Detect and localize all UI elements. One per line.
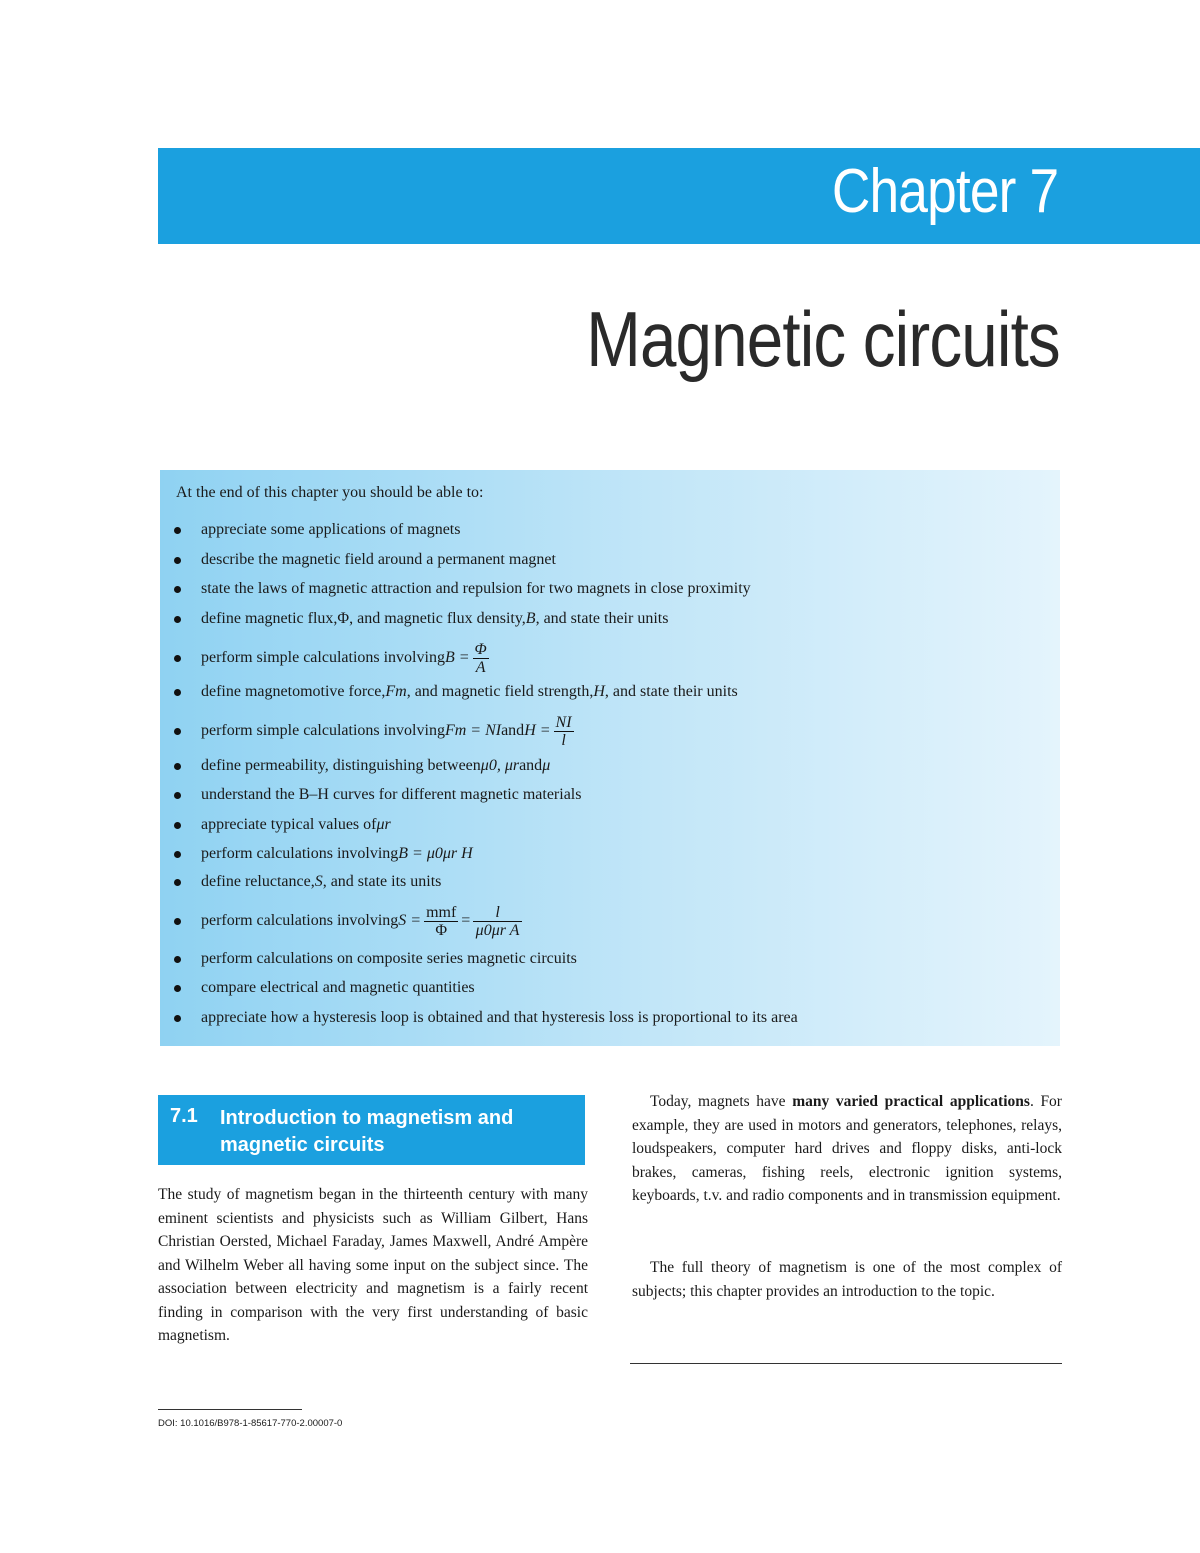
bullet-icon — [174, 1015, 181, 1022]
bullet-icon — [174, 527, 181, 534]
bullet-icon — [174, 956, 181, 963]
body-paragraph: The full theory of magnetism is one of the most complex of subjects; this chapter provides an introduction to the topic. — [632, 1259, 1062, 1300]
objective-item: define magnetomotive force, Fm , and magnetic field strength, H , and state their units — [170, 680, 738, 704]
learning-objectives-box — [160, 470, 1060, 1046]
fraction: $\frac{NI}{l}$ — [555, 713, 572, 749]
section-title: Introduction to magnetism and magnetic circuits — [220, 1107, 514, 1156]
body-paragraph: Today, magnets have many varied practical applications. For example, they are used in motors and generators, telephones, relays, loudspeakers, computer hard drives and floppy disks, anti-lock brakes, cameras, fishing reels, electronic ignition systems, keyboards, t.v. and radio components and in transmission equipment. — [632, 1093, 1062, 1204]
fraction: $\frac{\Phi}{A}$ — [474, 640, 487, 676]
bullet-icon — [174, 918, 181, 925]
bullet-icon — [174, 879, 181, 886]
objective-item: appreciate some applications of magnets — [170, 518, 460, 542]
bullet-icon — [174, 792, 181, 799]
objective-item: perform calculations involving B = μ0μr H — [170, 842, 473, 866]
bullet-icon — [174, 689, 181, 696]
objective-item: understand the B–H curves for different magnetic materials — [170, 783, 581, 807]
bullet-icon — [174, 557, 181, 564]
bullet-icon — [174, 728, 181, 735]
objectives-intro: At the end of this chapter you should be able to: — [176, 484, 484, 501]
objective-item: compare electrical and magnetic quantities — [170, 976, 475, 1000]
bullet-icon — [174, 851, 181, 858]
objective-item: define reluctance, S , and state its units — [170, 870, 441, 894]
bullet-icon — [174, 822, 181, 829]
doi-footnote: DOI: 10.1016/B978-1-85617-770-2.00007-0 — [158, 1418, 343, 1429]
chapter-banner — [158, 148, 1200, 244]
bold-phrase: many varied practical applications — [792, 1093, 1030, 1110]
column-end-rule — [630, 1363, 1062, 1364]
objective-item: define permeability, distinguishing between μ0, μr and μ — [170, 754, 550, 778]
objective-item: appreciate how a hysteresis loop is obtained and that hysteresis loss is proportional to its area — [170, 1006, 798, 1030]
bullet-icon — [174, 655, 181, 662]
fraction: $\frac{l}{\text{μ0μr A}}$ — [473, 904, 521, 939]
chapter-label: Chapter 7 — [831, 157, 1058, 226]
fraction: $\frac{\text{mmf}}{\Phi}$ — [426, 903, 457, 939]
objective-item: perform simple calculations involving Fm = NI and H = $\frac{NI}{l}$ — [170, 713, 577, 749]
chapter-title: Magnetic circuits — [586, 295, 1060, 383]
bullet-icon — [174, 616, 181, 623]
objective-item: perform calculations on composite series magnetic circuits — [170, 947, 577, 971]
objective-item: perform simple calculations involving B = $\frac{\Phi}{A}$ — [170, 640, 492, 676]
body-paragraph: The study of magnetism began in the thirteenth century with many eminent scientists and physicists such as William Gilbert, Hans Christian Oersted, Michael Faraday, James Maxwell, André Ampère and Wilhelm Weber all having some input on the subject since. The association between electricity and magnetism is a fairly recent finding in comparison with the very first understanding of basic magnetism. — [158, 1186, 588, 1344]
footnote-rule — [158, 1409, 302, 1410]
section-heading — [158, 1095, 585, 1165]
objective-item: define magnetic flux, Φ , and magnetic flux density, B , and state their units — [170, 607, 668, 631]
objective-item: appreciate typical values of μr — [170, 813, 391, 837]
bullet-icon — [174, 763, 181, 770]
objective-item: perform calculations involving S = $\frac{\text{mmf}}{\Phi}$ = $\frac{l}{\text{μ0μr A}}$ — [170, 902, 525, 940]
section-number: 7.1 — [170, 1105, 198, 1127]
bullet-icon — [174, 985, 181, 992]
objective-item: describe the magnetic field around a permanent magnet — [170, 548, 556, 572]
objective-item: state the laws of magnetic attraction and repulsion for two magnets in close proximity — [170, 577, 751, 601]
bullet-icon — [174, 586, 181, 593]
